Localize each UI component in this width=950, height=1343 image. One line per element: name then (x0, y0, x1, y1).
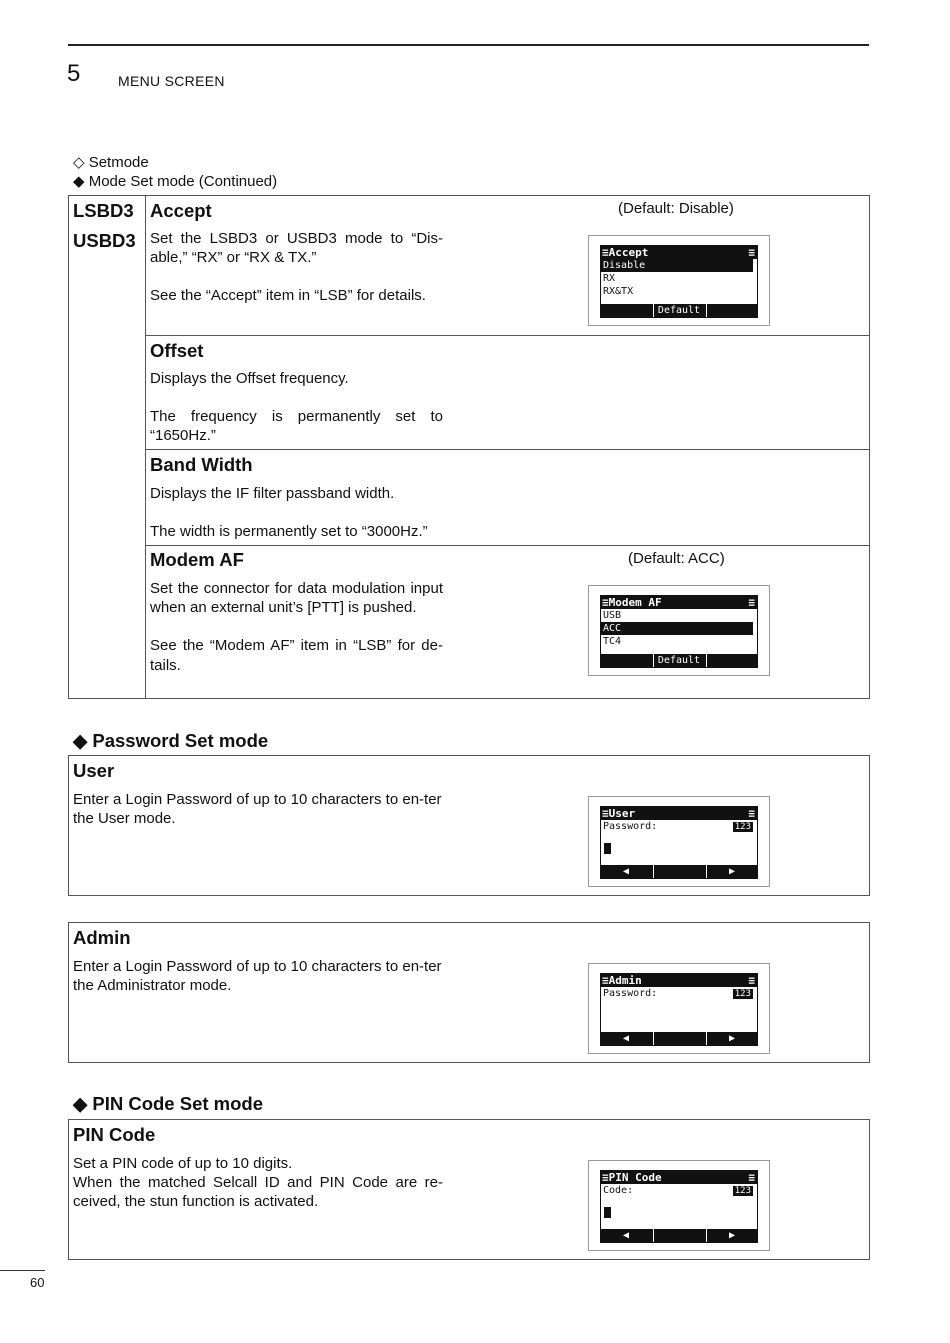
pin-section-heading: ◆ PIN Code Set mode (73, 1093, 264, 1114)
menu-icon: ≡ (602, 1171, 609, 1184)
screen-softkeys (601, 304, 757, 317)
text-cursor (604, 843, 611, 854)
code-label: Code: (603, 1185, 634, 1196)
password-label: Password: (603, 988, 658, 999)
screen-title: PIN Code (608, 1171, 662, 1184)
modemaf-default: (Default: ACC) (628, 550, 725, 567)
menu-icon: ≡ (748, 974, 755, 987)
right-arrow-icon: ▶ (706, 1032, 757, 1045)
admin-screen (588, 963, 770, 1054)
admin-title: Admin (73, 927, 131, 948)
screen-option: RX&TX (603, 286, 634, 297)
screen-softkeys (601, 654, 757, 667)
accept-p1: Set the LSBD3 or USBD3 mode to “Dis-able,” “RX” or “RX & TX.” (150, 230, 443, 267)
pin-title: PIN Code (73, 1124, 156, 1145)
user-title: User (73, 760, 115, 781)
screen-option: ACC (601, 622, 753, 635)
screen-option: USB (603, 610, 622, 621)
chapter-number: 5 (67, 60, 81, 87)
accept-p2: See the “Accept” item in “LSB” for details. (150, 287, 426, 305)
user-screen (588, 796, 770, 887)
breadcrumb-setmode: ◇ Setmode (73, 154, 149, 171)
right-arrow-icon: ▶ (706, 1229, 757, 1242)
password-label: Password: (603, 821, 658, 832)
mode-label-usbd3: USBD3 (73, 230, 136, 251)
screen-title: Admin (608, 974, 642, 987)
row-divider (145, 335, 870, 336)
numeric-mode-badge: 123 (734, 989, 751, 999)
menu-icon: ≡ (748, 246, 755, 259)
screen-titlebar (601, 246, 757, 259)
screen-softkeys (601, 1229, 757, 1242)
menu-icon: ≡ (602, 596, 609, 609)
offset-p1: Displays the Offset frequency. (150, 370, 349, 387)
default-softkey: Default (653, 654, 704, 667)
offset-title: Offset (150, 340, 204, 361)
pin-p1: Set a PIN code of up to 10 digits. (73, 1155, 293, 1172)
screen-title: User (608, 807, 636, 820)
page-number-rule (0, 1270, 45, 1271)
screen-option: Disable (601, 259, 753, 272)
bandwidth-title: Band Width (150, 454, 253, 475)
left-arrow-icon: ◀ (601, 1229, 651, 1242)
page-number: 60 (30, 1275, 45, 1290)
admin-description: Enter a Login Password of up to 10 characters to en-ter the Administrator mode. (73, 958, 442, 995)
accept-title: Accept (150, 200, 212, 221)
left-arrow-icon: ◀ (601, 865, 651, 878)
numeric-mode-badge: 123 (734, 1186, 751, 1196)
table-divider (145, 195, 146, 699)
right-arrow-icon: ▶ (706, 865, 757, 878)
breadcrumb-modeset: ◆ Mode Set mode (Continued) (73, 173, 278, 190)
default-softkey: Default (653, 304, 704, 317)
bandwidth-p1: Displays the IF filter passband width. (150, 485, 395, 502)
menu-icon: ≡ (748, 807, 755, 820)
menu-icon: ≡ (602, 246, 609, 259)
menu-icon: ≡ (602, 807, 609, 820)
top-rule (68, 44, 869, 46)
pin-description (73, 1154, 443, 1212)
accept-screen (588, 235, 770, 326)
screen-option: TC4 (603, 636, 622, 647)
numeric-mode-badge: 123 (734, 822, 751, 832)
pin-p2: When the matched Selcall ID and PIN Code are re-ceived, the stun function is activated. (73, 1174, 443, 1211)
user-description: Enter a Login Password of up to 10 characters to en-ter the User mode. (73, 791, 442, 828)
password-section-heading: ◆ Password Set mode (73, 730, 269, 751)
offset-description (150, 369, 443, 446)
screen-option: RX (603, 273, 616, 284)
screen-title: Modem AF (608, 596, 662, 609)
screen-title: Accept (608, 246, 649, 259)
left-arrow-icon: ◀ (601, 1032, 651, 1045)
screen-softkeys (601, 865, 757, 878)
screen-titlebar (601, 1171, 757, 1184)
screen-titlebar (601, 807, 757, 820)
accept-description (150, 229, 443, 306)
pin-screen (588, 1160, 770, 1251)
screen-titlebar (601, 974, 757, 987)
menu-icon: ≡ (602, 974, 609, 987)
modemaf-description (150, 579, 443, 675)
modemaf-p1: Set the connector for data modulation input when an external unit’s [PTT] is pushed. (150, 580, 443, 617)
modemaf-title: Modem AF (150, 549, 244, 570)
bandwidth-description (150, 484, 460, 541)
offset-p2: The frequency is permanently set to “1650Hz.” (150, 408, 443, 445)
mode-label-lsbd3: LSBD3 (73, 200, 134, 221)
screen-titlebar (601, 596, 757, 609)
accept-default: (Default: Disable) (618, 200, 734, 217)
modemaf-screen (588, 585, 770, 676)
row-divider (145, 545, 870, 546)
menu-icon: ≡ (748, 1171, 755, 1184)
menu-icon: ≡ (748, 596, 755, 609)
text-cursor (604, 1207, 611, 1218)
chapter-title: MENU SCREEN (118, 73, 225, 89)
row-divider (145, 449, 870, 450)
modemaf-p2: See the “Modem AF” item in “LSB” for de-tails. (150, 637, 443, 674)
bandwidth-p2: The width is permanently set to “3000Hz.” (150, 523, 428, 541)
screen-softkeys (601, 1032, 757, 1045)
